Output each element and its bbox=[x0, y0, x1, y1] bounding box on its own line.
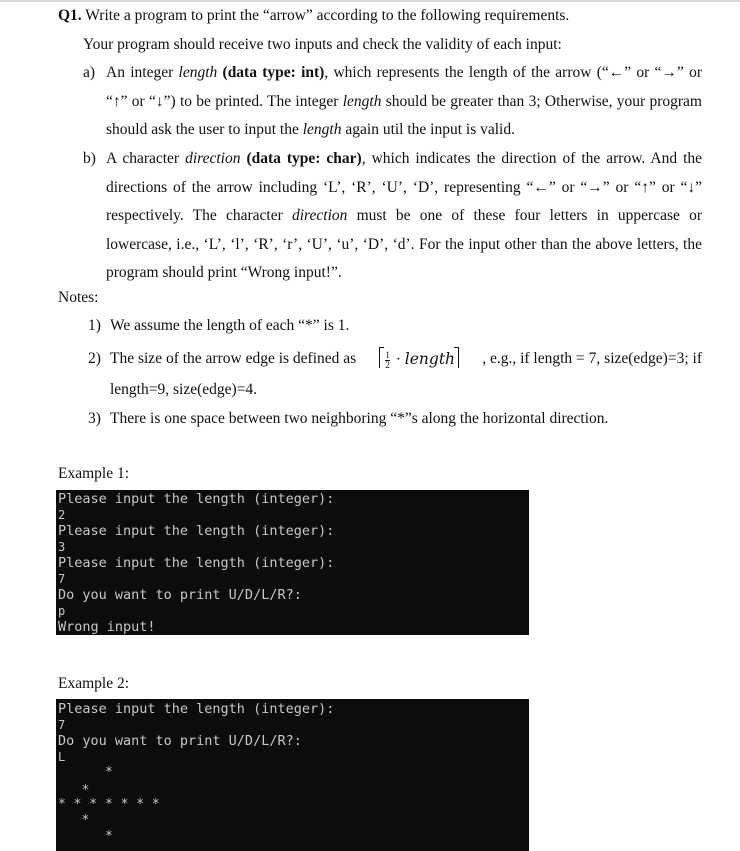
question-title bbox=[58, 6, 569, 26]
example-2-console bbox=[56, 699, 529, 851]
note-3-text: There is one space between two neighboring “*”s along the horizontal direction. bbox=[110, 410, 609, 427]
console-input: 7 bbox=[58, 718, 66, 732]
question-intro: Your program should receive two inputs and check the validity of each input: bbox=[83, 36, 562, 53]
half-fraction: $\frac{1}{2}$ bbox=[385, 349, 390, 370]
console-line: Please input the length (integer): bbox=[58, 491, 335, 507]
arrow-row: * bbox=[58, 813, 90, 828]
requirement-a-text: An integer length (data type: int), which represents the length of the arrow (“←” or “→” or “↑” or “↓”) to be printed. The integer length should be greater than 3; Otherwise, your program should ask the user to input the length again util the input is valid. bbox=[106, 64, 702, 138]
ceiling-expression: $\frac{1}{2}$ · length bbox=[379, 349, 459, 370]
top-divider bbox=[0, 0, 740, 2]
console-input: 2 bbox=[58, 508, 66, 522]
requirement-b-text: A character direction (data type: char), which indicates the direction of the arrow. And the directions of the arrow including ‘L’, ‘R’, ‘U’, ‘D’, representing “←” or “→” or “↑” or “↓” respectively. The character direction must be one of these four letters in uppercase or lowercase, i.e., ‘L’, ‘l’, ‘R’, ‘r’, ‘U’, ‘u’, ‘D’, ‘d’. For the input other than the above letters, the program should print “Wrong input!”. bbox=[106, 150, 703, 281]
example-2-title: Example 2: bbox=[58, 675, 130, 692]
arrow-row: * bbox=[58, 829, 113, 844]
example-1-title: Example 1: bbox=[58, 465, 130, 482]
question-number: Q1. bbox=[58, 7, 82, 24]
console-line: Do you want to print U/D/L/R?: bbox=[58, 733, 302, 749]
console-line: Please input the length (integer): bbox=[58, 555, 335, 571]
notes-title: Notes: bbox=[58, 289, 99, 306]
note-2-text: The size of the arrow edge is defined as $\frac{1}{2}$ · length , e.g., if length = 7, size(edge)=3; if bbox=[110, 349, 702, 370]
question-title-text: Write a program to print the “arrow” according to the following requirements. bbox=[85, 7, 570, 24]
arrow-row: * bbox=[58, 765, 113, 780]
arrow-row: * bbox=[58, 783, 90, 798]
note-1-text: We assume the length of each “*” is 1. bbox=[110, 317, 350, 334]
console-input: p bbox=[58, 604, 66, 618]
console-line: Please input the length (integer): bbox=[58, 523, 335, 539]
console-line: Wrong input! bbox=[58, 619, 156, 635]
console-input: 3 bbox=[58, 540, 66, 554]
requirement-b-label: b) bbox=[83, 150, 96, 167]
console-input: L bbox=[58, 750, 66, 764]
note-1-label: 1) bbox=[88, 317, 101, 334]
note-2-line2: length=9, size(edge)=4. bbox=[110, 381, 258, 398]
note-3-label: 3) bbox=[88, 410, 101, 427]
note-2-label: 2) bbox=[88, 350, 101, 367]
example-1-console bbox=[56, 490, 529, 635]
console-line: Do you want to print U/D/L/R?: bbox=[58, 587, 302, 603]
console-line: Please input the length (integer): bbox=[58, 701, 335, 717]
arrow-row: * * * * * * * bbox=[58, 797, 160, 812]
console-input: 7 bbox=[58, 572, 66, 586]
requirement-a-label: a) bbox=[83, 64, 96, 81]
